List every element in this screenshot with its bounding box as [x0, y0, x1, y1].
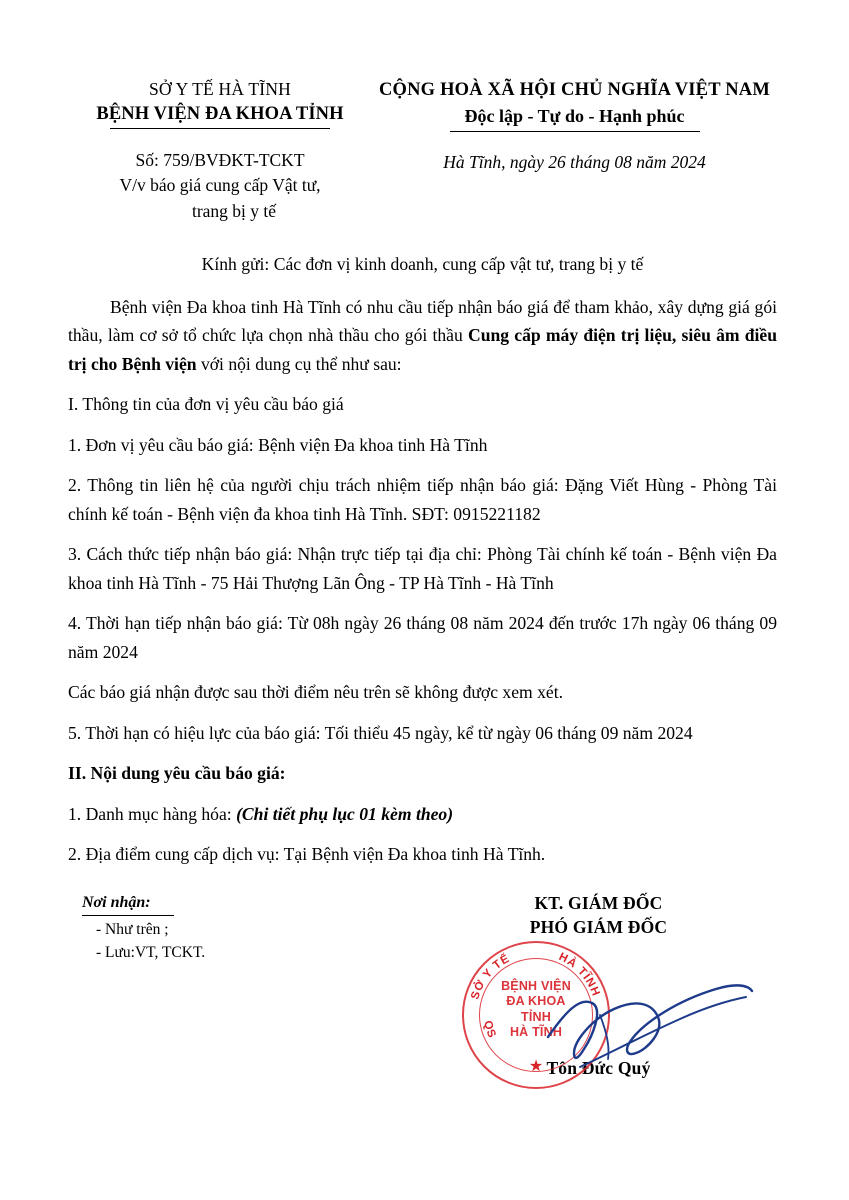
document-body	[0, 224, 849, 869]
organization-line-1: SỞ Y TẾ HÀ TĨNH	[148, 79, 292, 99]
intro-text-1: Bệnh viện Đa khoa tinh Hà Tĩnh có nhu cầu tiếp nhận báo giá để tham khảo, xây dựng giá gói thầu, làm cơ sở tổ chức lựa chọn nhà thầu cho gói thầu	[68, 296, 777, 346]
deadline-note: Các báo giá nhận được sau thời điểm nêu trên sẽ không được xem xét.	[68, 682, 564, 703]
item-6-annex: (Chi tiết phụ lục 01 kèm theo)	[236, 803, 454, 824]
national-motto-underline	[450, 131, 700, 132]
document-meta	[0, 132, 849, 224]
item-4: 4. Thời hạn tiếp nhận báo giá: Từ 08h ngày 26 tháng 08 năm 2024 đến trước 17h ngày 06 tháng 09 năm 2024	[68, 613, 777, 662]
document-subject	[80, 173, 360, 224]
item-3: 3. Cách thức tiếp nhận báo giá: Nhận trực tiếp tại địa chỉ: Phòng Tài chính kế toán - Bệnh viện Đa khoa tinh Hà Tĩnh - 75 Hải Thượng Lãn Ông - TP Hà Tĩnh - Hà Tĩnh	[68, 544, 777, 593]
seal-center-line-3: TỈNH	[521, 1009, 551, 1024]
signer-block	[408, 891, 789, 1079]
national-heading	[360, 78, 789, 132]
seal-center-line-4: HÀ TĨNH	[509, 1024, 563, 1039]
document-subject-line-2: trang bị y tế	[191, 200, 277, 221]
national-title: CỘNG HOÀ XÃ HỘI CHỦ NGHĨA VIỆT NAM	[378, 80, 771, 100]
recipient-line: Kính gửi: Các đơn vị kinh doanh, cung cấp vật tư, trang bị y tế	[201, 254, 644, 275]
document-number: Số: 759/BVĐKT-TCKT	[135, 149, 305, 170]
recipients-item-0: - Như trên ;	[96, 920, 169, 938]
item-5: 5. Thời hạn có hiệu lực của báo giá: Tối thiểu 45 ngày, kể từ ngày 06 tháng 09 năm 2024	[68, 722, 693, 743]
signer-title-line-1: KT. GIÁM ĐỐC	[534, 892, 663, 913]
intro-paragraph	[68, 293, 777, 379]
recipients-block	[68, 891, 408, 1079]
item-7: 2. Địa điểm cung cấp dịch vụ: Tại Bệnh viện Đa khoa tinh Hà Tĩnh.	[68, 844, 546, 865]
intro-text-2: với nội dung cụ thể như sau:	[196, 353, 402, 374]
document-date: Hà Tĩnh, ngày 26 tháng 08 năm 2024	[443, 151, 706, 172]
seal-center-line-1: BỆNH VIỆN	[501, 979, 571, 993]
national-motto: Độc lập - Tự do - Hạnh phúc	[464, 105, 685, 126]
document-subject-line-1: V/v báo giá cung cấp Vật tư,	[119, 175, 321, 196]
document-date-block	[360, 148, 789, 224]
package-name: Cung cấp máy điện trị liệu, siêu âm điều trị cho Bệnh viện	[68, 325, 777, 374]
seal-center-line-2: ĐA KHOA	[506, 994, 566, 1009]
document-number-block	[60, 148, 360, 224]
signer-name: Tôn Đức Quý	[546, 1057, 651, 1078]
section-1-title: I. Thông tin của đơn vị yêu cầu báo giá	[68, 394, 344, 415]
organization-line-2: BỆNH VIỆN ĐA KHOA TỈNH	[96, 103, 344, 124]
recipients-underline	[82, 915, 174, 916]
item-6	[68, 800, 777, 829]
issuing-organization	[60, 78, 360, 132]
recipients-title: Nơi nhận:	[82, 893, 151, 911]
section-2-title: II. Nội dung yêu cầu báo giá:	[68, 763, 286, 784]
signature-area	[0, 881, 849, 1079]
organization-underline	[110, 128, 330, 129]
seal-arc-top-text: SỞ Y TẾ	[469, 952, 513, 1002]
item-6-label: 1. Danh mục hàng hóa:	[68, 803, 237, 824]
signer-title-line-2: PHÓ GIÁM ĐỐC	[529, 917, 668, 938]
seal-arc-bottom-text: QS	[481, 1019, 499, 1041]
seal-arc-top-right-text: HÀ TĨNH	[556, 950, 602, 999]
recipients-item-1: - Lưu:VT, TCKT.	[96, 943, 206, 961]
seal-star-icon: ★	[528, 1058, 544, 1075]
item-1: 1. Đơn vị yêu cầu báo giá: Bệnh viện Đa khoa tinh Hà Tĩnh	[68, 434, 488, 455]
document-header	[0, 0, 849, 132]
item-2: 2. Thông tin liên hệ của người chịu trách nhiệm tiếp nhận báo giá: Đặng Viết Hùng - Phòng Tài chính kế toán - Bệnh viện đa khoa tinh Hà Tĩnh. SĐT: 0915221182	[68, 475, 777, 524]
